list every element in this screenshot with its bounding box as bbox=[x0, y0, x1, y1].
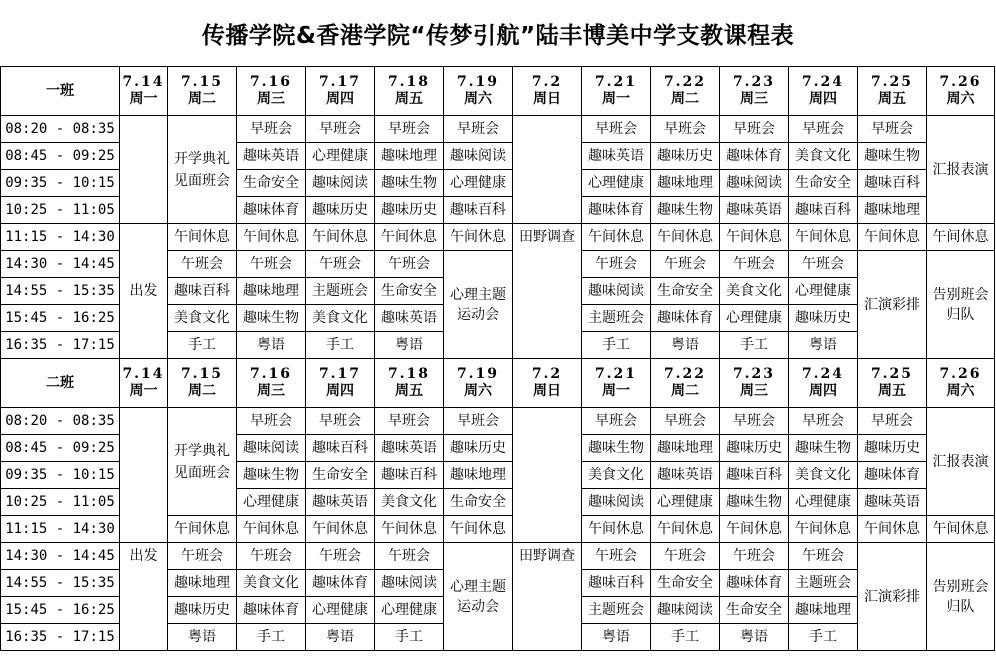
schedule-cell: 午间休息 bbox=[651, 516, 720, 543]
day-header: 7.16 周三 bbox=[237, 67, 306, 116]
time-slot: 14:30 - 14:45 bbox=[1, 543, 120, 570]
day-header: 7.21 周一 bbox=[582, 67, 651, 116]
schedule-cell: 手工 bbox=[168, 332, 237, 359]
time-slot: 10:25 - 11:05 bbox=[1, 197, 120, 224]
time-slot: 11:15 - 14:30 bbox=[1, 516, 120, 543]
schedule-cell: 主题班会 bbox=[582, 597, 651, 624]
class2-header-row bbox=[1, 359, 995, 408]
empty-cell bbox=[120, 408, 168, 543]
schedule-cell: 午班会 bbox=[789, 543, 858, 570]
time-slot: 15:45 - 16:25 bbox=[1, 305, 120, 332]
empty-cell bbox=[513, 116, 582, 224]
day-header: 7.22 周二 bbox=[651, 359, 720, 408]
schedule-cell: 午间休息 bbox=[168, 224, 237, 251]
schedule-cell: 主题班会 bbox=[789, 570, 858, 597]
day-header: 7.15 周二 bbox=[168, 67, 237, 116]
field-research-cell: 田野调查 bbox=[513, 543, 582, 651]
schedule-cell: 午班会 bbox=[375, 251, 444, 278]
schedule-cell: 午间休息 bbox=[858, 516, 927, 543]
schedule-cell: 趣味生物 bbox=[375, 170, 444, 197]
schedule-cell: 粤语 bbox=[582, 624, 651, 651]
schedule-cell: 午间休息 bbox=[306, 516, 375, 543]
day-header: 7.26 周六 bbox=[927, 67, 995, 116]
schedule-cell: 趣味地理 bbox=[168, 570, 237, 597]
schedule-cell: 午间休息 bbox=[237, 224, 306, 251]
day-header: 7.25 周五 bbox=[858, 67, 927, 116]
day-header: 7.23 周三 bbox=[720, 67, 789, 116]
schedule-cell: 趣味地理 bbox=[651, 170, 720, 197]
day-header: 7.18 周五 bbox=[375, 67, 444, 116]
day-header: 7.19 周六 bbox=[444, 359, 513, 408]
schedule-cell: 午班会 bbox=[237, 543, 306, 570]
schedule-cell: 午间休息 bbox=[789, 224, 858, 251]
day-header: 7.18 周五 bbox=[375, 359, 444, 408]
day-header: 7.2 周日 bbox=[513, 67, 582, 116]
schedule-cell: 趣味阅读 bbox=[720, 170, 789, 197]
schedule-cell: 趣味英语 bbox=[237, 143, 306, 170]
schedule-cell: 生命安全 bbox=[720, 597, 789, 624]
schedule-cell: 早班会 bbox=[720, 116, 789, 143]
schedule-cell: 趣味英语 bbox=[375, 305, 444, 332]
day-header: 7.23 周三 bbox=[720, 359, 789, 408]
day-header: 7.15 周二 bbox=[168, 359, 237, 408]
schedule-cell: 趣味历史 bbox=[168, 597, 237, 624]
rehearsal-cell: 汇演彩排 bbox=[858, 543, 927, 651]
schedule-cell: 粤语 bbox=[306, 624, 375, 651]
schedule-cell: 趣味英语 bbox=[858, 489, 927, 516]
depart-cell: 出发 bbox=[120, 543, 168, 651]
schedule-cell: 趣味生物 bbox=[858, 143, 927, 170]
field-research-cell: 田野调查 bbox=[513, 224, 582, 359]
day-header: 7.21 周一 bbox=[582, 359, 651, 408]
day-header: 7.17 周四 bbox=[306, 67, 375, 116]
schedule-cell: 趣味英语 bbox=[306, 489, 375, 516]
schedule-cell: 趣味体育 bbox=[720, 143, 789, 170]
schedule-cell: 趣味百科 bbox=[168, 278, 237, 305]
schedule-cell: 美食文化 bbox=[375, 489, 444, 516]
schedule-cell: 午间休息 bbox=[720, 224, 789, 251]
schedule-cell: 粤语 bbox=[789, 332, 858, 359]
schedule-cell: 午班会 bbox=[306, 543, 375, 570]
time-slot: 11:15 - 14:30 bbox=[1, 224, 120, 251]
time-slot: 08:45 - 09:25 bbox=[1, 435, 120, 462]
day-header: 7.14 周一 bbox=[120, 67, 168, 116]
schedule-cell: 早班会 bbox=[375, 408, 444, 435]
schedule-cell: 趣味阅读 bbox=[651, 597, 720, 624]
schedule-cell: 午间休息 bbox=[927, 516, 995, 543]
schedule-cell: 早班会 bbox=[582, 408, 651, 435]
schedule-cell: 生命安全 bbox=[375, 278, 444, 305]
day-header: 7.25 周五 bbox=[858, 359, 927, 408]
day-header: 7.2 周日 bbox=[513, 359, 582, 408]
schedule-cell: 生命安全 bbox=[237, 170, 306, 197]
class1-row bbox=[1, 224, 995, 251]
time-slot: 09:35 - 10:15 bbox=[1, 170, 120, 197]
schedule-cell: 心理健康 bbox=[720, 305, 789, 332]
schedule-cell: 早班会 bbox=[444, 116, 513, 143]
schedule-cell: 粤语 bbox=[651, 332, 720, 359]
schedule-cell: 主题班会 bbox=[582, 305, 651, 332]
schedule-cell: 午间休息 bbox=[237, 516, 306, 543]
schedule-cell: 趣味历史 bbox=[789, 305, 858, 332]
schedule-cell: 趣味地理 bbox=[858, 197, 927, 224]
schedule-cell: 午间休息 bbox=[168, 516, 237, 543]
schedule-cell: 早班会 bbox=[375, 116, 444, 143]
schedule-cell: 早班会 bbox=[789, 408, 858, 435]
schedule-cell: 美食文化 bbox=[168, 305, 237, 332]
day-header: 7.22 周二 bbox=[651, 67, 720, 116]
schedule-cell: 趣味体育 bbox=[237, 597, 306, 624]
schedule-cell: 生命安全 bbox=[306, 462, 375, 489]
depart-cell: 出发 bbox=[120, 224, 168, 359]
schedule-cell: 早班会 bbox=[582, 116, 651, 143]
schedule-cell: 手工 bbox=[375, 624, 444, 651]
schedule-cell: 趣味体育 bbox=[651, 305, 720, 332]
opening-ceremony-cell: 开学典礼见面班会 bbox=[168, 116, 237, 224]
schedule-cell: 午间休息 bbox=[858, 224, 927, 251]
rehearsal-cell: 汇演彩排 bbox=[858, 251, 927, 359]
time-slot: 15:45 - 16:25 bbox=[1, 597, 120, 624]
schedule-cell: 手工 bbox=[651, 624, 720, 651]
time-slot: 10:25 - 11:05 bbox=[1, 489, 120, 516]
schedule-cell: 粤语 bbox=[168, 624, 237, 651]
schedule-cell: 趣味英语 bbox=[651, 462, 720, 489]
time-slot: 08:45 - 09:25 bbox=[1, 143, 120, 170]
schedule-cell: 趣味历史 bbox=[651, 143, 720, 170]
schedule-cell: 午班会 bbox=[237, 251, 306, 278]
schedule-cell: 趣味生物 bbox=[720, 489, 789, 516]
schedule-cell: 趣味英语 bbox=[582, 143, 651, 170]
schedule-cell: 美食文化 bbox=[237, 570, 306, 597]
schedule-cell: 趣味体育 bbox=[858, 462, 927, 489]
day-header: 7.17 周四 bbox=[306, 359, 375, 408]
schedule-cell: 趣味阅读 bbox=[582, 489, 651, 516]
schedule-cell: 趣味百科 bbox=[858, 170, 927, 197]
schedule-cell: 手工 bbox=[582, 332, 651, 359]
schedule-cell: 生命安全 bbox=[651, 278, 720, 305]
schedule-cell: 午间休息 bbox=[651, 224, 720, 251]
schedule-cell: 趣味历史 bbox=[306, 197, 375, 224]
schedule-cell: 趣味百科 bbox=[306, 435, 375, 462]
schedule-table bbox=[0, 66, 995, 651]
schedule-cell: 早班会 bbox=[306, 116, 375, 143]
empty-cell bbox=[513, 408, 582, 543]
schedule-cell: 早班会 bbox=[720, 408, 789, 435]
schedule-cell: 趣味英语 bbox=[720, 197, 789, 224]
schedule-cell: 午班会 bbox=[168, 251, 237, 278]
schedule-cell: 心理健康 bbox=[444, 170, 513, 197]
schedule-cell: 美食文化 bbox=[720, 278, 789, 305]
schedule-cell: 趣味生物 bbox=[237, 462, 306, 489]
schedule-cell: 趣味体育 bbox=[237, 197, 306, 224]
empty-cell bbox=[120, 116, 168, 224]
schedule-cell: 早班会 bbox=[858, 116, 927, 143]
schedule-cell: 午班会 bbox=[582, 543, 651, 570]
schedule-cell: 粤语 bbox=[237, 332, 306, 359]
schedule-cell: 心理健康 bbox=[789, 489, 858, 516]
schedule-cell: 趣味历史 bbox=[375, 197, 444, 224]
time-slot: 14:30 - 14:45 bbox=[1, 251, 120, 278]
schedule-cell: 趣味阅读 bbox=[237, 435, 306, 462]
schedule-cell: 趣味百科 bbox=[720, 462, 789, 489]
schedule-cell: 早班会 bbox=[306, 408, 375, 435]
schedule-cell: 美食文化 bbox=[789, 143, 858, 170]
schedule-cell: 趣味百科 bbox=[444, 197, 513, 224]
schedule-cell: 生命安全 bbox=[789, 170, 858, 197]
schedule-cell: 午班会 bbox=[651, 543, 720, 570]
schedule-cell: 午班会 bbox=[720, 543, 789, 570]
schedule-cell: 午班会 bbox=[720, 251, 789, 278]
schedule-cell: 午间休息 bbox=[720, 516, 789, 543]
schedule-cell: 心理健康 bbox=[375, 597, 444, 624]
schedule-cell: 趣味生物 bbox=[651, 197, 720, 224]
schedule-cell: 趣味生物 bbox=[582, 435, 651, 462]
schedule-cell: 心理健康 bbox=[651, 489, 720, 516]
schedule-cell: 午班会 bbox=[582, 251, 651, 278]
class1-header-row bbox=[1, 67, 995, 116]
schedule-cell: 趣味百科 bbox=[789, 197, 858, 224]
day-header: 7.26 周六 bbox=[927, 359, 995, 408]
schedule-cell: 午间休息 bbox=[375, 516, 444, 543]
schedule-cell: 趣味地理 bbox=[651, 435, 720, 462]
schedule-cell: 午班会 bbox=[306, 251, 375, 278]
schedule-cell: 主题班会 bbox=[306, 278, 375, 305]
schedule-cell: 早班会 bbox=[789, 116, 858, 143]
schedule-cell: 趣味生物 bbox=[789, 435, 858, 462]
schedule-cell: 手工 bbox=[237, 624, 306, 651]
schedule-cell: 早班会 bbox=[651, 408, 720, 435]
schedule-cell: 趣味阅读 bbox=[582, 278, 651, 305]
schedule-cell: 心理健康 bbox=[306, 597, 375, 624]
class2-row bbox=[1, 543, 995, 570]
schedule-cell: 趣味地理 bbox=[375, 143, 444, 170]
schedule-cell: 趣味阅读 bbox=[375, 570, 444, 597]
schedule-cell: 心理健康 bbox=[789, 278, 858, 305]
schedule-cell: 生命安全 bbox=[651, 570, 720, 597]
schedule-cell: 午间休息 bbox=[306, 224, 375, 251]
schedule-cell: 午班会 bbox=[651, 251, 720, 278]
schedule-cell: 美食文化 bbox=[582, 462, 651, 489]
report-show-cell: 汇报表演 bbox=[927, 408, 995, 516]
day-header: 7.19 周六 bbox=[444, 67, 513, 116]
schedule-cell: 粤语 bbox=[375, 332, 444, 359]
schedule-cell: 早班会 bbox=[858, 408, 927, 435]
schedule-cell: 手工 bbox=[306, 332, 375, 359]
schedule-cell: 手工 bbox=[720, 332, 789, 359]
schedule-cell: 生命安全 bbox=[444, 489, 513, 516]
report-show-cell: 汇报表演 bbox=[927, 116, 995, 224]
schedule-cell: 手工 bbox=[789, 624, 858, 651]
schedule-cell: 午间休息 bbox=[789, 516, 858, 543]
schedule-cell: 早班会 bbox=[237, 408, 306, 435]
time-slot: 08:20 - 08:35 bbox=[1, 408, 120, 435]
schedule-cell: 趣味体育 bbox=[720, 570, 789, 597]
day-header: 7.14 周一 bbox=[120, 359, 168, 408]
schedule-cell: 美食文化 bbox=[306, 305, 375, 332]
schedule-cell: 午间休息 bbox=[375, 224, 444, 251]
schedule-cell: 趣味阅读 bbox=[444, 143, 513, 170]
schedule-cell: 趣味生物 bbox=[237, 305, 306, 332]
time-slot: 14:55 - 15:35 bbox=[1, 278, 120, 305]
schedule-cell: 午班会 bbox=[375, 543, 444, 570]
schedule-cell: 午间休息 bbox=[582, 224, 651, 251]
page-title: 传播学院&香港学院“传梦引航”陆丰博美中学支教课程表 bbox=[201, 22, 795, 49]
opening-ceremony-cell: 开学典礼见面班会 bbox=[168, 408, 237, 516]
farewell-cell: 告别班会归队 bbox=[927, 543, 995, 651]
class-label: 一班 bbox=[1, 67, 120, 116]
schedule-cell: 趣味体育 bbox=[582, 197, 651, 224]
time-slot: 16:35 - 17:15 bbox=[1, 624, 120, 651]
schedule-cell: 趣味历史 bbox=[720, 435, 789, 462]
psychology-sports-cell: 心理主题运动会 bbox=[444, 543, 513, 651]
farewell-cell: 告别班会归队 bbox=[927, 251, 995, 359]
day-header: 7.24 周四 bbox=[789, 359, 858, 408]
schedule-cell: 趣味阅读 bbox=[306, 170, 375, 197]
schedule-cell: 趣味历史 bbox=[444, 435, 513, 462]
schedule-cell: 心理健康 bbox=[306, 143, 375, 170]
class-label: 二班 bbox=[1, 359, 120, 408]
schedule-cell: 粤语 bbox=[720, 624, 789, 651]
schedule-cell: 早班会 bbox=[237, 116, 306, 143]
schedule-cell: 趣味英语 bbox=[375, 435, 444, 462]
schedule-cell: 午班会 bbox=[168, 543, 237, 570]
schedule-cell: 趣味地理 bbox=[237, 278, 306, 305]
time-slot: 14:55 - 15:35 bbox=[1, 570, 120, 597]
schedule-cell: 美食文化 bbox=[789, 462, 858, 489]
schedule-cell: 午间休息 bbox=[927, 224, 995, 251]
day-header: 7.24 周四 bbox=[789, 67, 858, 116]
schedule-cell: 趣味百科 bbox=[582, 570, 651, 597]
time-slot: 09:35 - 10:15 bbox=[1, 462, 120, 489]
schedule-cell: 趣味地理 bbox=[789, 597, 858, 624]
schedule-cell: 午间休息 bbox=[582, 516, 651, 543]
class2-row bbox=[1, 408, 995, 435]
schedule-cell: 趣味百科 bbox=[375, 462, 444, 489]
schedule-cell: 趣味地理 bbox=[444, 462, 513, 489]
schedule-cell: 午间休息 bbox=[444, 516, 513, 543]
schedule-cell: 趣味体育 bbox=[306, 570, 375, 597]
class1-row bbox=[1, 116, 995, 143]
time-slot: 16:35 - 17:15 bbox=[1, 332, 120, 359]
psychology-sports-cell: 心理主题运动会 bbox=[444, 251, 513, 359]
schedule-cell: 心理健康 bbox=[237, 489, 306, 516]
schedule-cell: 午班会 bbox=[789, 251, 858, 278]
schedule-cell: 趣味历史 bbox=[858, 435, 927, 462]
day-header: 7.16 周三 bbox=[237, 359, 306, 408]
schedule-cell: 早班会 bbox=[444, 408, 513, 435]
time-slot: 08:20 - 08:35 bbox=[1, 116, 120, 143]
schedule-cell: 心理健康 bbox=[582, 170, 651, 197]
schedule-cell: 午间休息 bbox=[444, 224, 513, 251]
schedule-cell: 早班会 bbox=[651, 116, 720, 143]
